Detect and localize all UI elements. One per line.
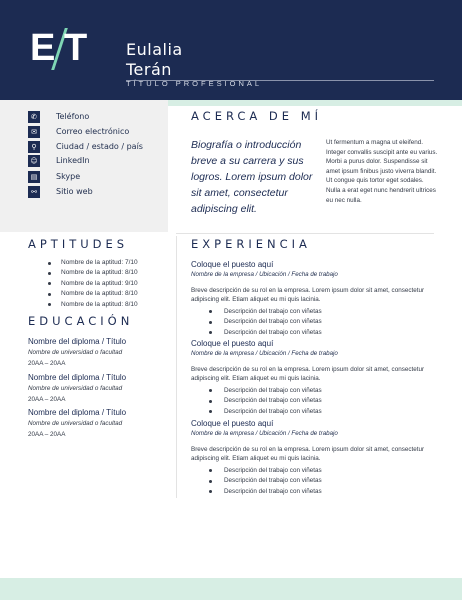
person-icon: ☺ [28, 155, 40, 167]
footer-band [0, 578, 462, 600]
education-dates: 20AA – 20AA [28, 360, 66, 367]
experience-heading: EXPERIENCIA [191, 237, 311, 251]
job-bullet: Descripción del trabajo con viñetas [191, 328, 441, 338]
about-body-text: Ut fermentum a magna ut eleifend. Integer convallis suscipit ante eu varius. Morbi a purus dolor. Suspendisse sit amet ipsum finibus justo viverra blandit. Ut congue quis tortor eget sodales. Nulla a erat eget nunc hendrerit ultrices eu nec nulla. [326, 139, 438, 204]
job-company-meta: Nombre de la empresa / Ubicación / Fecha de trabajo [191, 271, 338, 278]
job-description: Breve descripción de su rol en la empresa. Lorem ipsum dolor sit amet, consectetur adipiscing elit. Etiam aliquet eu mi quis lacinia. [191, 287, 425, 304]
education-entry [28, 336, 168, 369]
contact-item-phone [28, 111, 168, 123]
contact-item-website [28, 186, 168, 198]
skill-item: Nombre de la aptitud: 8/10 [48, 268, 138, 278]
skill-item: Nombre de la aptitud: 8/10 [48, 300, 138, 310]
contact-label: Skype [56, 172, 81, 181]
job-bullet: Descripción del trabajo con viñetas [191, 487, 441, 497]
degree-name: Nombre del diploma / Título [28, 408, 127, 417]
contact-item-linkedin [28, 155, 168, 167]
contact-label: LinkedIn [56, 156, 90, 165]
contact-panel [0, 100, 168, 232]
experience-entry [191, 338, 441, 417]
job-bullet: Descripción del trabajo con viñetas [191, 386, 441, 396]
experience-entry [191, 418, 441, 497]
job-role: Coloque el puesto aquí [191, 339, 274, 348]
degree-name: Nombre del diploma / Título [28, 337, 127, 346]
job-bullet: Descripción del trabajo con viñetas [191, 407, 441, 417]
location-pin-icon: ⚲ [28, 141, 40, 153]
job-role: Coloque el puesto aquí [191, 260, 274, 269]
last-name: Terán [126, 60, 172, 79]
job-bullet: Descripción del trabajo con viñetas [191, 317, 441, 327]
header-banner [0, 0, 462, 100]
contact-label: Ciudad / estado / país [56, 142, 143, 151]
degree-name: Nombre del diploma / Título [28, 373, 127, 382]
contact-item-skype [28, 171, 168, 183]
column-divider [176, 236, 177, 498]
job-description: Breve descripción de su rol en la empresa. Lorem ipsum dolor sit amet, consectetur adipiscing elit. Etiam aliquet eu mi quis lacinia. [191, 366, 425, 383]
contact-label: Teléfono [56, 112, 90, 121]
job-bullet: Descripción del trabajo con viñetas [191, 396, 441, 406]
contact-label: Sitio web [56, 187, 93, 196]
job-bullet: Descripción del trabajo con viñetas [191, 476, 441, 486]
contact-item-location [28, 141, 168, 153]
skills-heading: APTITUDES [28, 237, 129, 251]
experience-entry [191, 259, 441, 338]
job-bullet-list [191, 466, 441, 497]
school-name: Nombre de universidad o facultad [28, 349, 123, 356]
job-bullet-list [191, 307, 441, 338]
education-entry [28, 372, 168, 405]
job-description: Breve descripción de su rol en la empresa. Lorem ipsum dolor sit amet, consectetur adipiscing elit. Etiam aliquet eu mi quis lacinia. [191, 446, 425, 463]
school-name: Nombre de universidad o facultad [28, 385, 123, 392]
job-company-meta: Nombre de la empresa / Ubicación / Fecha de trabajo [191, 430, 338, 437]
school-name: Nombre de universidad o facultad [28, 420, 123, 427]
monogram-initial-last: T [64, 27, 88, 69]
phone-icon: ✆ [28, 111, 40, 123]
monogram [28, 24, 90, 72]
monogram-initial-first: E [30, 27, 56, 69]
education-entry [28, 407, 168, 440]
skill-item: Nombre de la aptitud: 8/10 [48, 289, 138, 299]
link-icon: ⚯ [28, 186, 40, 198]
accent-strip [168, 100, 462, 106]
job-bullet: Descripción del trabajo con viñetas [191, 466, 441, 476]
skill-item: Nombre de la aptitud: 9/10 [48, 279, 138, 289]
job-bullet-list [191, 386, 441, 417]
job-company-meta: Nombre de la empresa / Ubicación / Fecha de trabajo [191, 350, 338, 357]
about-heading: ACERCA DE MÍ [191, 109, 323, 123]
bio-text: Biografía o introducción breve a su carrera y sus logros. Lorem ipsum dolor sit amet, consectetur adipiscing elit. [191, 139, 313, 215]
contact-label: Correo electrónico [56, 127, 130, 136]
education-dates: 20AA – 20AA [28, 431, 66, 438]
education-heading: EDUCACIÓN [28, 314, 134, 328]
job-bullet: Descripción del trabajo con viñetas [191, 307, 441, 317]
envelope-icon: ✉ [28, 126, 40, 138]
job-role: Coloque el puesto aquí [191, 419, 274, 428]
chat-icon: ▤ [28, 171, 40, 183]
education-dates: 20AA – 20AA [28, 396, 66, 403]
skill-item: Nombre de la aptitud: 7/10 [48, 258, 138, 268]
job-title: TÍTULO PROFESIONAL [126, 79, 263, 88]
skills-list [48, 258, 138, 310]
contact-item-email [28, 126, 168, 138]
section-divider [176, 233, 434, 234]
first-name: Eulalia [126, 40, 183, 59]
